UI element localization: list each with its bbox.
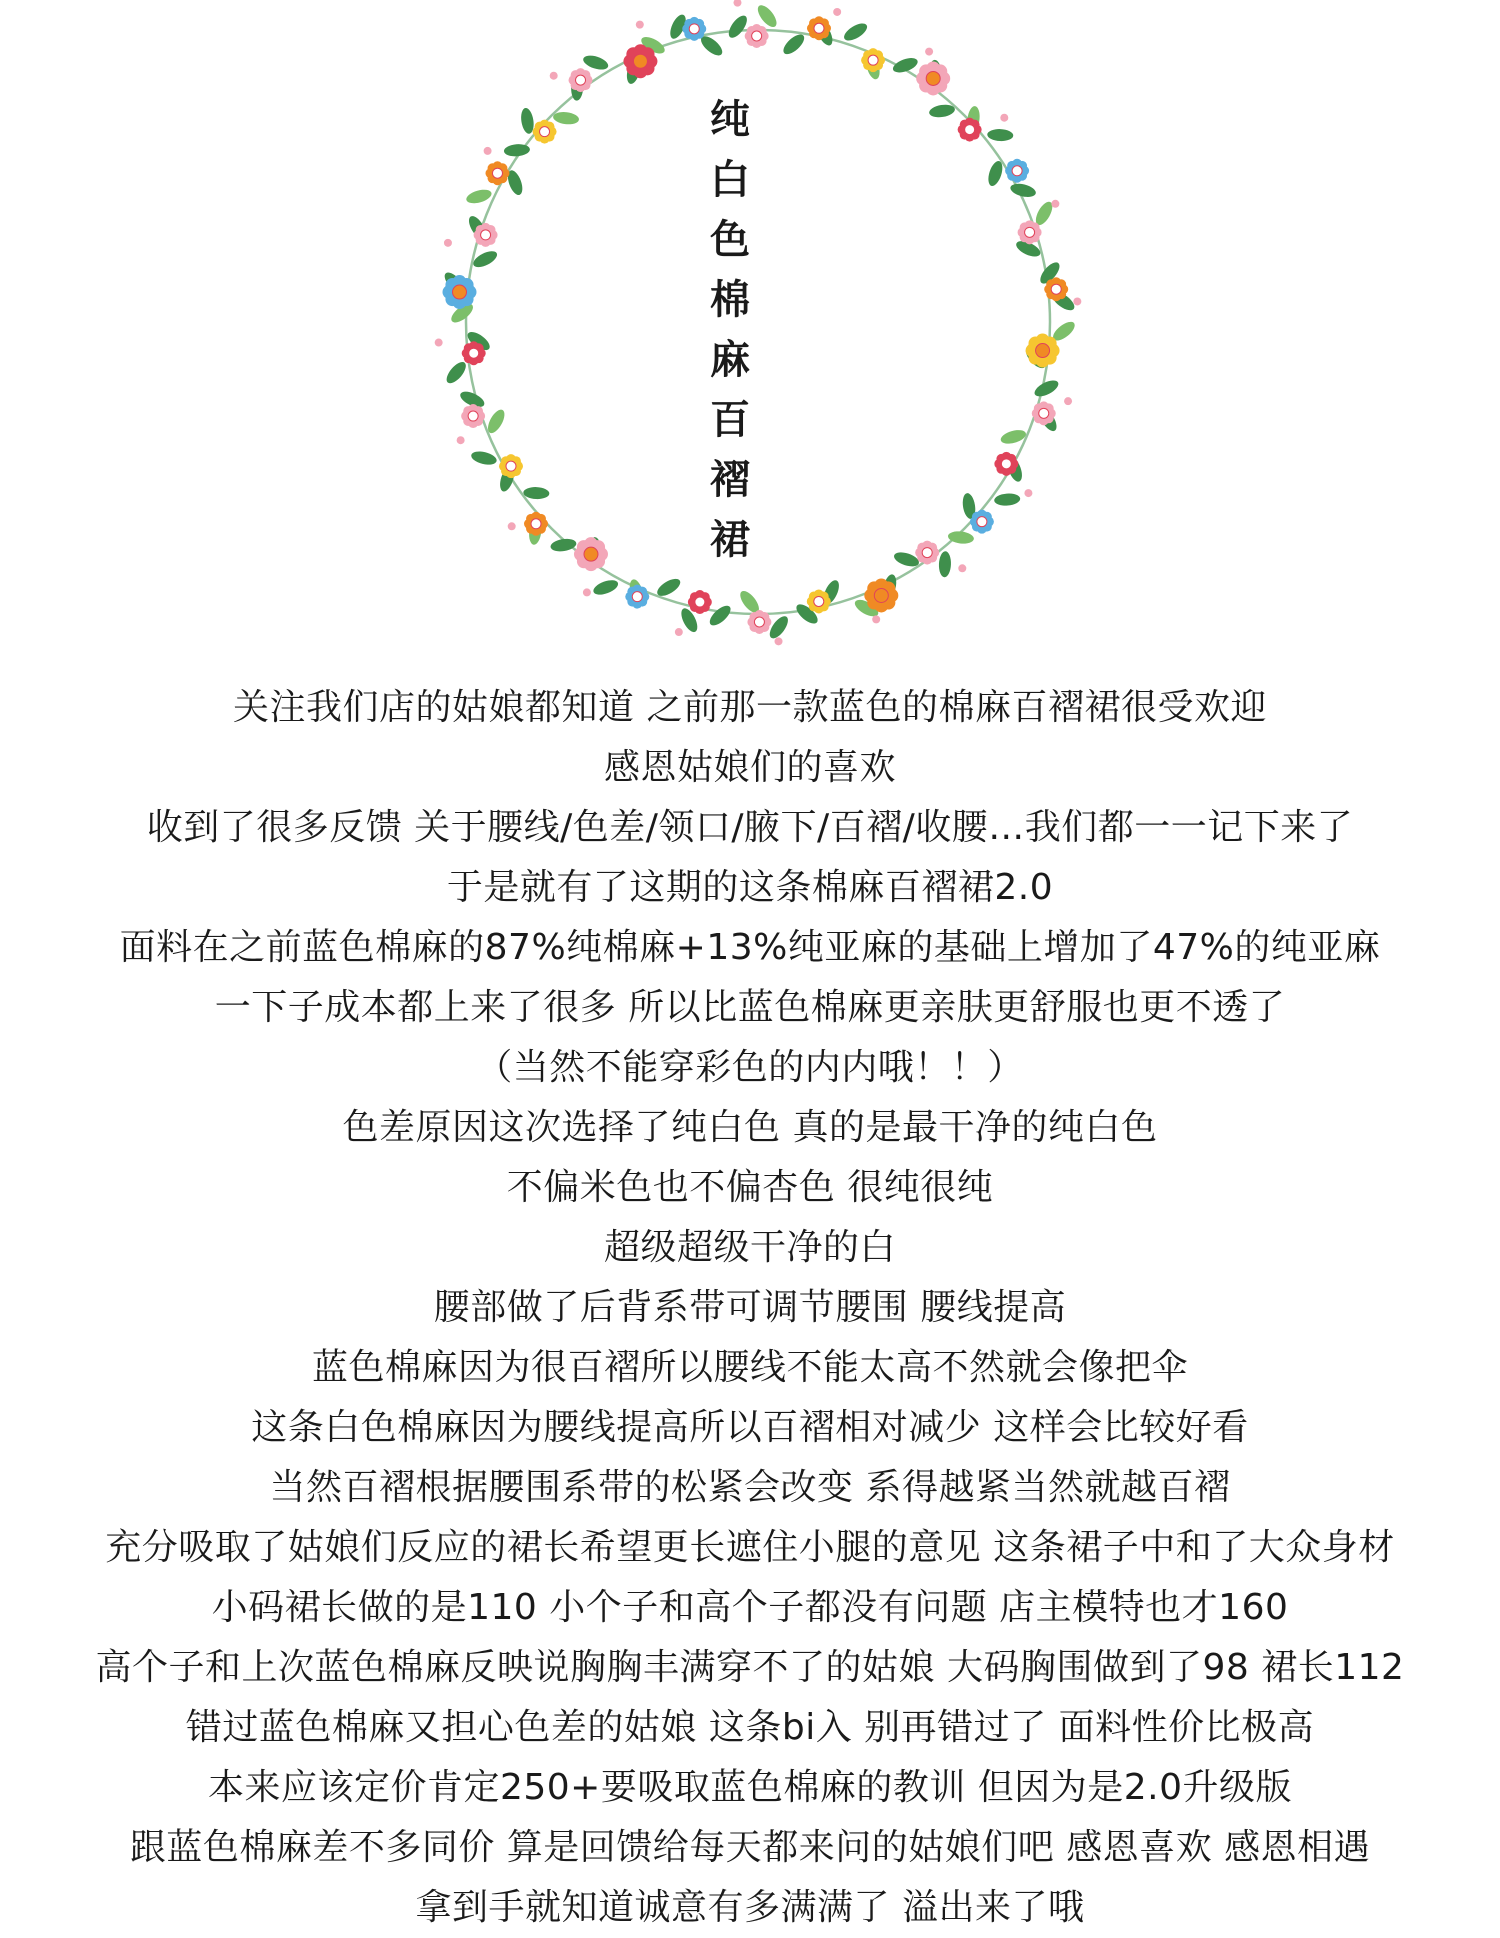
leaf-icon [443, 359, 469, 387]
leaf-icon [581, 53, 609, 72]
bud-icon [484, 147, 492, 155]
flower-icon [485, 161, 509, 185]
bud-icon [833, 8, 841, 16]
text-line: 高个子和上次蓝色棉麻反映说胸胸丰满穿不了的姑娘 大码胸围做到了98 裙长112 [95, 1647, 1405, 1688]
flower-icon [682, 17, 706, 41]
title-char: 麻 [710, 337, 750, 383]
text-line: （当然不能穿彩色的内内哦！！） [476, 1047, 1024, 1088]
flower-icon [915, 541, 939, 565]
leaf-icon [1009, 181, 1037, 199]
leaf-icon [1032, 377, 1061, 400]
bud-icon [733, 0, 741, 7]
leaf-icon [552, 111, 579, 126]
flower-icon [474, 223, 498, 247]
flower-icon [807, 16, 831, 40]
flower-icon [1018, 220, 1042, 244]
text-line: 面料在之前蓝色棉麻的87%纯棉麻+13%纯亚麻的基础上增加了47%的纯亚麻 [119, 927, 1381, 968]
text-line: 感恩姑娘们的喜欢 [603, 747, 896, 788]
bud-icon [675, 628, 683, 636]
text-line: 当然百褶根据腰围系带的松紧会改变 系得越紧当然就越百褶 [269, 1467, 1231, 1508]
leaf-icon [994, 493, 1021, 507]
bud-icon [444, 239, 452, 247]
flower-icon [1044, 277, 1068, 301]
text-line: 充分吸取了姑娘们反应的裙长希望更长遮住小腿的意见 这条裙子中和了大众身材 [105, 1527, 1395, 1568]
leaf-icon [891, 55, 920, 75]
leaf-icon [928, 103, 956, 119]
flower-icon [461, 404, 485, 428]
flower-icon [524, 512, 548, 536]
flower-icon [499, 454, 523, 478]
wreath-title [700, 90, 760, 570]
text-line: 小码裙长做的是110 小个子和高个子都没有问题 店主模特也才160 [211, 1587, 1289, 1628]
title-char: 百 [710, 397, 750, 443]
text-line: 关注我们店的姑娘都知道 之前那一款蓝色的棉麻百褶裙很受欢迎 [233, 687, 1267, 728]
bud-icon [1073, 297, 1081, 305]
leaf-icon [766, 613, 791, 641]
leaf-icon [841, 20, 869, 44]
flower-icon [1032, 401, 1056, 425]
text-line: 跟蓝色棉麻差不多同价 算是回馈给每天都来问的姑娘们吧 感恩喜欢 感恩相遇 [129, 1827, 1371, 1868]
flower-icon [807, 589, 831, 613]
flower-icon [970, 510, 994, 534]
title-char: 纯 [710, 97, 750, 143]
bud-icon [1000, 114, 1008, 122]
flower-icon [533, 120, 557, 144]
bud-icon [583, 588, 591, 596]
bud-icon [1051, 200, 1059, 208]
flower-icon [623, 44, 657, 78]
flower-icon [747, 610, 771, 634]
title-char: 棉 [710, 277, 750, 323]
bud-icon [958, 564, 966, 572]
flower-icon [574, 537, 608, 571]
flower-icon [569, 68, 593, 92]
bud-icon [636, 21, 644, 29]
leaf-icon [938, 551, 951, 577]
text-line: 腰部做了后背系带可调节腰围 腰线提高 [433, 1287, 1067, 1328]
text-line: 蓝色棉麻因为很百褶所以腰线不能太高不然就会像把伞 [311, 1347, 1188, 1388]
flower-icon [625, 585, 649, 609]
leaf-icon [465, 187, 493, 206]
flower-icon [864, 578, 898, 612]
title-char: 色 [710, 217, 750, 263]
title-char: 白 [710, 157, 750, 203]
leaf-icon [987, 129, 1013, 142]
description-text [0, 678, 1500, 1938]
text-line: 拿到手就知道诚意有多满满了 溢出来了哦 [415, 1887, 1085, 1928]
bud-icon [1064, 397, 1072, 405]
bud-icon [508, 522, 516, 530]
flower-icon [745, 24, 769, 48]
leaf-icon [947, 530, 974, 545]
leaf-icon [470, 449, 498, 467]
bud-icon [872, 615, 880, 623]
flower-icon [1026, 334, 1060, 368]
bud-icon [1024, 489, 1032, 497]
flower-icon [1005, 159, 1029, 183]
leaf-icon [780, 31, 807, 57]
bud-icon [435, 339, 443, 347]
text-line: 超级超级干净的白 [603, 1227, 896, 1268]
leaf-icon [707, 602, 734, 628]
bud-icon [550, 72, 558, 80]
bud-icon [925, 48, 933, 56]
title-char: 褶 [710, 457, 750, 503]
title-char: 裙 [710, 517, 750, 563]
flower-icon [688, 590, 712, 614]
flower-icon [462, 341, 486, 365]
bud-icon [775, 637, 783, 645]
leaf-icon [550, 537, 578, 553]
leaf-icon [591, 577, 620, 597]
text-line: 色差原因这次选择了纯白色 真的是最干净的纯白色 [342, 1107, 1158, 1148]
flower-icon [958, 118, 982, 142]
leaf-icon [523, 487, 549, 500]
flower-icon [861, 48, 885, 72]
text-line: 于是就有了这期的这条棉麻百褶裙2.0 [446, 867, 1054, 908]
text-line: 本来应该定价肯定250+要吸取蓝色棉麻的教训 但因为是2.0升级版 [207, 1767, 1293, 1808]
flower-icon [916, 61, 950, 95]
text-line: 不偏米色也不偏杏色 很纯很纯 [506, 1167, 994, 1208]
text-line: 收到了很多反馈 关于腰线/色差/领口/腋下/百褶/收腰…我们都一一记下来了 [146, 807, 1354, 848]
bud-icon [457, 436, 465, 444]
flower-icon [994, 452, 1018, 476]
text-line: 错过蓝色棉麻又担心色差的姑娘 这条bi入 别再错过了 面料性价比极高 [185, 1707, 1315, 1748]
text-line: 这条白色棉麻因为腰线提高所以百褶相对减少 这样会比较好看 [251, 1407, 1249, 1448]
flower-icon [442, 275, 476, 309]
text-line: 一下子成本都上来了很多 所以比蓝色棉麻更亲肤更舒服也更不透了 [214, 987, 1286, 1028]
